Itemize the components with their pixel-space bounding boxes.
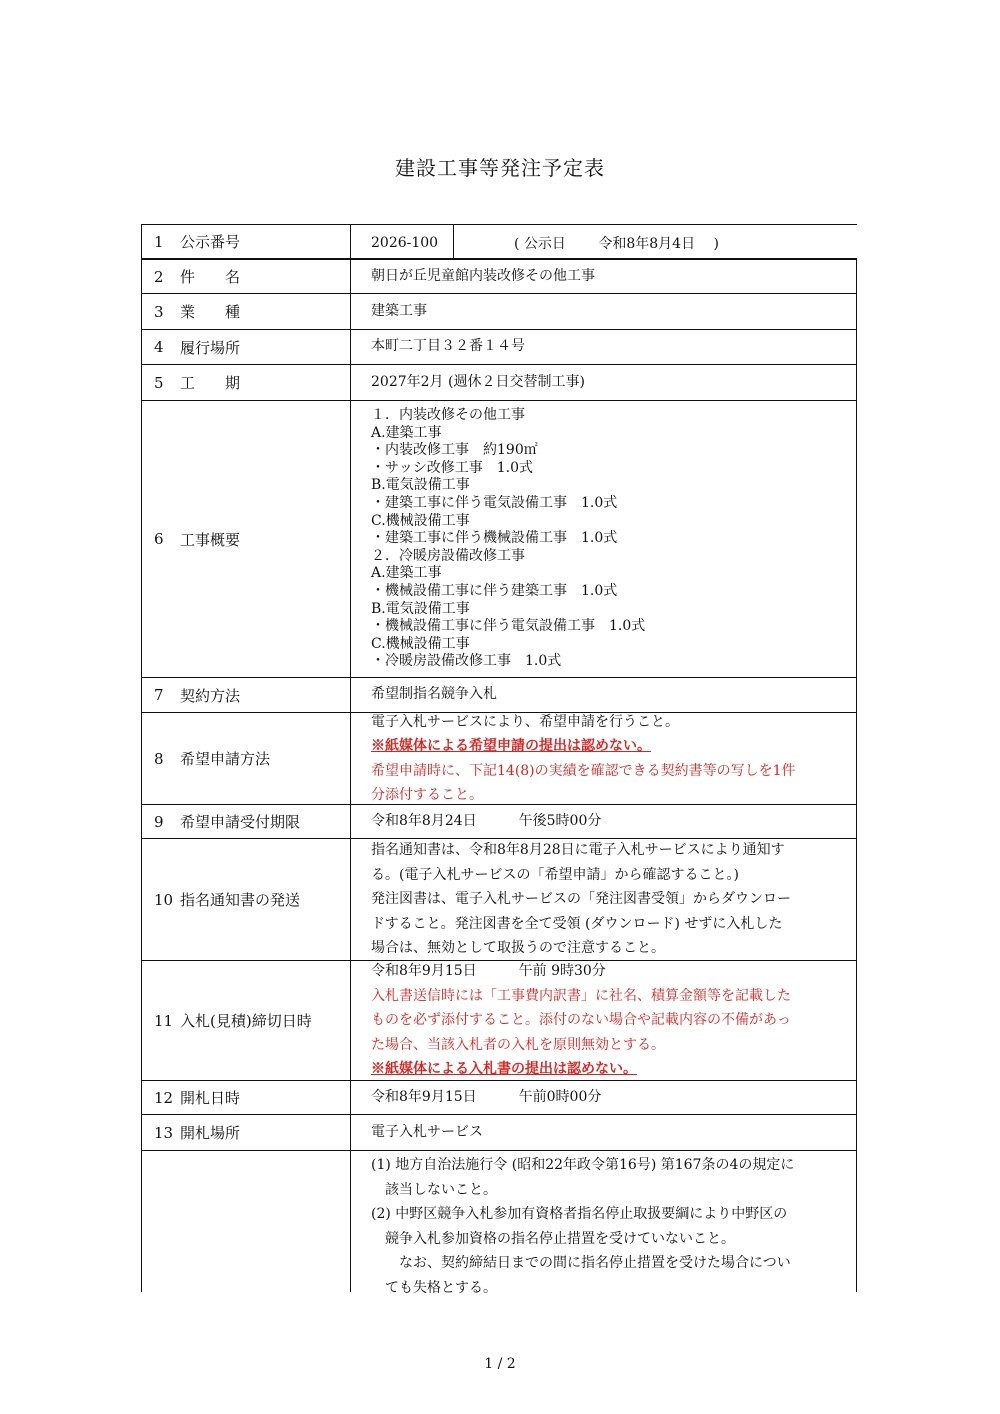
row-notice-number (141, 224, 857, 259)
row-value (351, 1115, 856, 1150)
qualification-line: なお、契約締結日までの間に指名停止措置を受けた場合につい (371, 1255, 791, 1271)
overview-line: C.機械設備工事 (371, 635, 470, 652)
warning-line: ※紙媒体による希望申請の提出は認めない。 (371, 738, 651, 754)
notice-line: 入札書送信時には「工事費内訳書」に社名、積算金額等を記載した (371, 987, 791, 1004)
row-work-overview (141, 401, 857, 678)
value-text: 希望制指名競争入札 (371, 686, 497, 703)
overview-line: ・機械設備工事に伴う建築工事 1.0式 (371, 582, 618, 599)
row-number: 7 (154, 686, 164, 704)
row-number: 6 (154, 530, 164, 548)
publication-date: ( 公示日 令和8年8月4日 ) (514, 235, 719, 252)
notice-line: 希望申請時に、下記14(8)の実績を確認できる契約書等の写しを1件 (371, 762, 796, 779)
row-value (351, 365, 856, 400)
row-project-name (141, 259, 857, 294)
row-number: 3 (154, 302, 164, 321)
row-label-text: 希望申請受付期限 (180, 813, 301, 831)
row-application-deadline (141, 805, 857, 839)
overview-line: ・建築工事に伴う電気設備工事 1.0式 (371, 495, 618, 512)
row-label (142, 365, 351, 400)
row-number: 10 (154, 890, 174, 909)
row-value (351, 330, 856, 364)
row-label (142, 839, 351, 960)
row-label (142, 805, 351, 838)
row-period (141, 365, 857, 401)
value-line: 電子入札サービスにより、希望申請を行うこと。 (371, 713, 679, 730)
row-nomination-notice (141, 839, 857, 961)
qualification-line: 競争入札参加資格の指名停止措置を受けていないこと。 (371, 1230, 735, 1247)
value-text: 本町二丁目３２番１４号 (371, 338, 525, 355)
overview-line: A.建築工事 (371, 565, 442, 582)
row-number: 11 (154, 1011, 174, 1030)
row-label-text: 件 名 (180, 268, 241, 286)
row-label (142, 1115, 351, 1150)
value-text: 令和8年9月15日 午前0時00分 (371, 1088, 602, 1105)
row-opening-place (141, 1115, 857, 1151)
value-line: 令和8年9月15日 午前 9時30分 (371, 963, 606, 980)
page-number: 1 / 2 (484, 1356, 516, 1372)
row-label (142, 1081, 351, 1114)
value-text: 令和8年8月24日 午後5時00分 (371, 812, 602, 829)
row-label (142, 713, 351, 804)
row-number: 9 (154, 812, 164, 831)
row-number: 13 (154, 1123, 174, 1142)
overview-line: ・内装改修工事 約190㎡ (371, 442, 538, 459)
row-location (141, 330, 857, 365)
overview-line: ・建築工事に伴う機械設備工事 1.0式 (371, 530, 618, 547)
row-value (351, 713, 856, 804)
row-number: 5 (154, 373, 164, 392)
document-title: 建設工事等発注予定表 (395, 156, 605, 180)
row-number: 4 (154, 338, 164, 356)
value-line: 指名通知書は、令和8年8月28日に電子入札サービスにより通知す (371, 842, 785, 859)
row-label-text: 開札日時 (180, 1089, 241, 1107)
row-label-text: 業 種 (180, 303, 241, 321)
notice-number-value: 2026-100 (351, 225, 454, 260)
row-value (351, 260, 856, 293)
row-label (142, 330, 351, 364)
row-label-text: 開札場所 (180, 1124, 241, 1142)
row-value (351, 839, 856, 960)
row-number: 2 (154, 267, 164, 286)
overview-line: ・サッシ改修工事 1.0式 (371, 459, 533, 476)
notice-line: ものを必ず添付すること。添付のない場合や記載内容の不備があっ (371, 1012, 791, 1029)
notice-line: た場合、当該入札者の入札を原則無効とする。 (371, 1036, 665, 1053)
row-label-text: 契約方法 (180, 686, 241, 705)
row-value (351, 401, 856, 677)
row-label (142, 961, 351, 1080)
warning-line: ※紙媒体による入札書の提出は認めない。 (371, 1061, 637, 1078)
row-label-text: 入札(見積)締切日時 (180, 1012, 312, 1030)
overview-line: ・冷暖房設備改修工事 1.0式 (371, 653, 562, 670)
overview-line: C.機械設備工事 (371, 512, 470, 529)
value-text: 建築工事 (371, 302, 427, 319)
qualification-line: (1) 地方自治法施行令 (昭和22年政令第16号) 第167条の4の規定に (371, 1157, 795, 1173)
row-label-text: 希望申請方法 (180, 750, 271, 768)
row-number: 12 (154, 1088, 174, 1107)
qualification-line: 該当しないこと。 (371, 1181, 497, 1198)
row-label-text: 履行場所 (180, 338, 241, 357)
row-label (142, 260, 351, 293)
row-bid-deadline (141, 961, 857, 1081)
row-number: 8 (154, 749, 164, 768)
overview-line: １．内装改修その他工事 (371, 407, 525, 424)
row-qualifications (141, 1151, 857, 1296)
row-label-text: 工 期 (180, 374, 241, 392)
row-opening-datetime (141, 1081, 857, 1115)
row-industry (141, 294, 857, 330)
notice-line: 分添付すること。 (371, 787, 483, 803)
row-value (351, 294, 856, 329)
row-value (351, 1081, 856, 1114)
row-label (142, 1151, 351, 1292)
row-value (351, 805, 856, 838)
qualification-line: ても失格とする。 (371, 1279, 497, 1296)
overview-line: B.電気設備工事 (371, 477, 470, 494)
row-contract-method (141, 678, 857, 713)
overview-line: ２．冷暖房設備改修工事 (371, 547, 525, 564)
row-application-method (141, 713, 857, 805)
row-label (142, 401, 351, 677)
order-schedule-table (141, 224, 857, 1296)
qualification-line: (2) 中野区競争入札参加有資格者指名停止取扱要綱により中野区の (371, 1206, 788, 1222)
value-line: 発注図書は、電子入札サービスの「発注図書受領」からダウンロー (371, 891, 791, 908)
overview-line: A.建築工事 (371, 424, 442, 441)
row-label-text: 工事概要 (180, 530, 241, 549)
overview-line: ・機械設備工事に伴う電気設備工事 1.0式 (371, 618, 646, 635)
value-line: ドすること。発注図書を全て受領 (ダウンロード) せずに入札した (371, 915, 783, 932)
value-line: る。(電子入札サービスの「希望申請」から確認すること。) (371, 866, 739, 883)
row-label (142, 294, 351, 329)
value-text: 2027年2月 (週休２日交替制工事) (371, 373, 585, 390)
value-text: 電子入札サービス (371, 1123, 483, 1140)
row-value (351, 961, 856, 1080)
overview-line: B.電気設備工事 (371, 600, 470, 617)
value-text: 朝日が丘児童館内装改修その他工事 (371, 267, 595, 284)
row-label (142, 225, 351, 258)
row-value (351, 678, 856, 712)
value-line: 場合は、無効として取扱うので注意すること。 (371, 940, 665, 957)
row-label-text: 指名通知書の発送 (180, 891, 301, 909)
row-label-text: 公示番号 (180, 233, 241, 251)
row-label (142, 678, 351, 712)
row-value (351, 1151, 856, 1296)
row-number: 1 (154, 232, 164, 251)
